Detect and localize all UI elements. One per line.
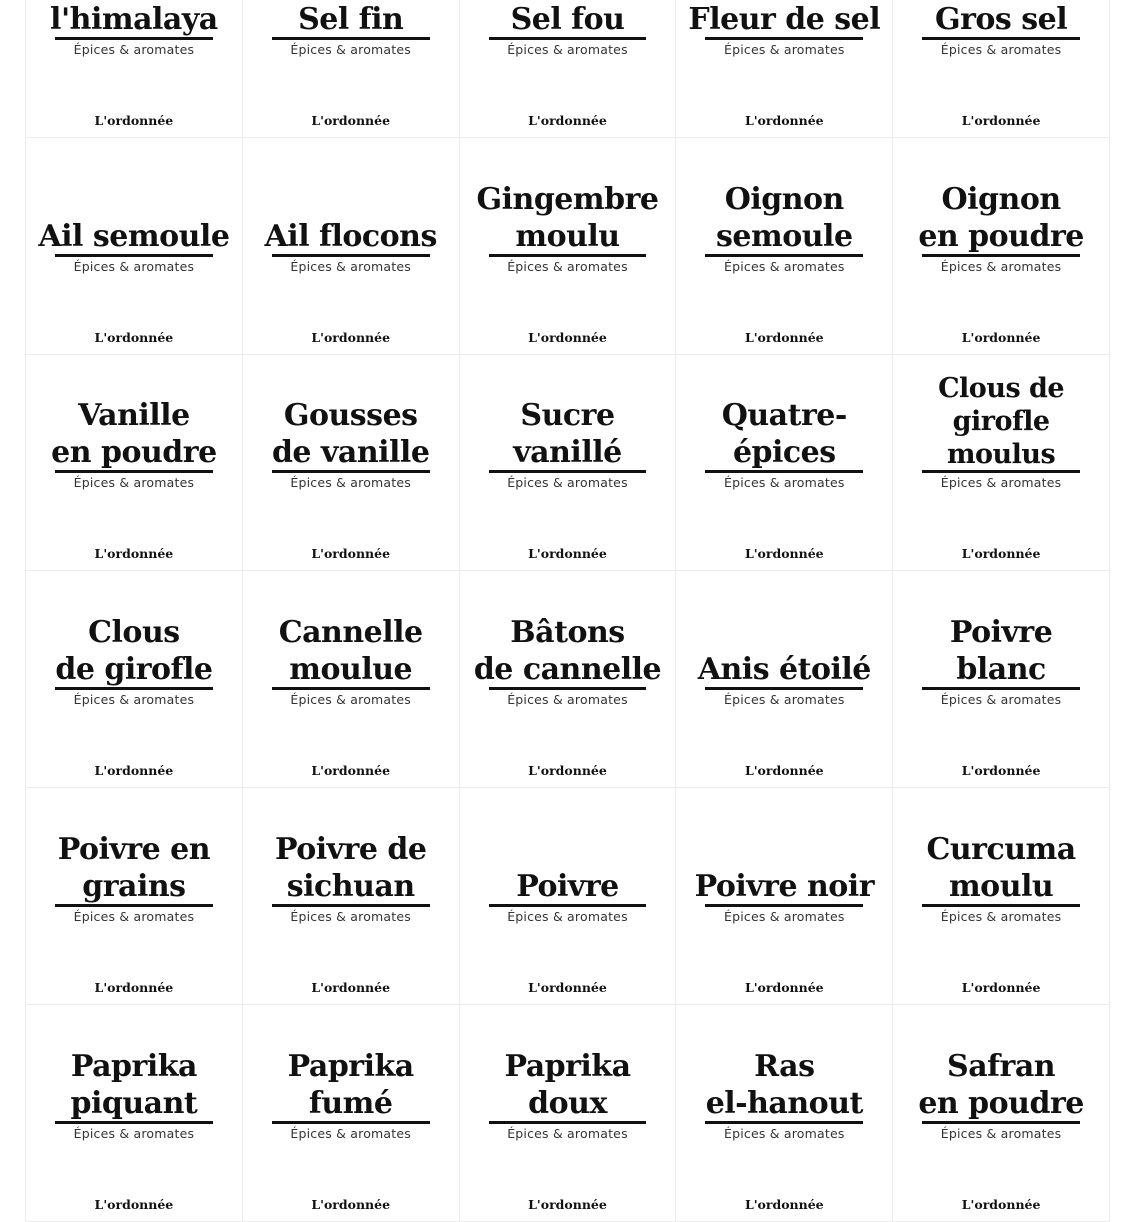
label-title-wrap (460, 614, 676, 688)
title-underline (922, 470, 1080, 473)
label-title-wrap (26, 1048, 242, 1122)
spice-name: Poivre en grains (57, 831, 211, 904)
spice-name: Sel fou (510, 1, 625, 37)
spice-name: l'himalaya (50, 1, 218, 37)
label-title-wrap (893, 831, 1109, 905)
category-subtitle: Épices & aromates (940, 1125, 1062, 1141)
spice-label (26, 1005, 243, 1222)
brand-name: L'ordonnée (528, 546, 607, 562)
brand-name: L'ordonnée (528, 763, 607, 779)
label-title-wrap (460, 181, 676, 255)
brand-name: L'ordonnée (961, 763, 1041, 779)
label-title-wrap (893, 614, 1109, 688)
label-title-wrap (243, 218, 459, 255)
category-subtitle: Épices & aromates (723, 475, 845, 491)
spice-name: Clous de girofle moulus (938, 373, 1065, 471)
category-subtitle: Épices & aromates (290, 475, 411, 491)
title-underline (55, 37, 213, 40)
spice-name: Ail flocons (264, 218, 437, 254)
spice-name: Anis étoilé (697, 652, 871, 688)
spice-name: Paprika piquant (70, 1048, 198, 1121)
spice-label (243, 788, 460, 1005)
spice-label (460, 571, 677, 788)
label-title-wrap (26, 397, 242, 471)
title-underline (705, 687, 863, 690)
title-underline (489, 904, 647, 907)
category-subtitle: Épices & aromates (723, 692, 845, 708)
spice-label (676, 788, 893, 1005)
spice-label (676, 1005, 893, 1222)
brand-name: L'ordonnée (94, 329, 174, 345)
spice-name: Oignon en poudre (918, 181, 1084, 254)
title-underline (55, 687, 213, 690)
category-subtitle: Épices & aromates (940, 908, 1062, 924)
title-underline (272, 254, 430, 257)
label-title-wrap (26, 0, 242, 38)
label-title-wrap (460, 868, 676, 905)
label-title-wrap (893, 1048, 1109, 1122)
spice-name: Clous de girofle (55, 615, 213, 688)
title-underline (272, 37, 430, 40)
spice-name: Vanille en poudre (51, 398, 217, 471)
title-underline (272, 470, 430, 473)
spice-label (676, 571, 893, 788)
brand-name: L'ordonnée (311, 329, 391, 345)
spice-label (460, 355, 677, 572)
title-underline (922, 904, 1080, 907)
title-underline (489, 37, 647, 40)
title-underline (705, 1121, 863, 1124)
spice-label (460, 788, 677, 1005)
title-underline (55, 1121, 213, 1124)
category-subtitle: Épices & aromates (73, 41, 195, 57)
title-underline (922, 1121, 1080, 1124)
category-subtitle: Épices & aromates (507, 258, 628, 274)
brand-name: L'ordonnée (744, 763, 824, 779)
brand-name: L'ordonnée (94, 112, 174, 128)
spice-label (676, 138, 893, 355)
spice-name: Sel fin (298, 1, 404, 37)
category-subtitle: Épices & aromates (73, 475, 195, 491)
label-title-wrap (676, 868, 892, 905)
brand-name: L'ordonnée (961, 979, 1041, 995)
spice-name: Poivre (516, 868, 619, 904)
label-title-wrap (893, 181, 1109, 255)
category-subtitle: Épices & aromates (723, 1125, 845, 1141)
brand-name: L'ordonnée (961, 546, 1041, 562)
title-underline (489, 470, 647, 473)
label-title-wrap (243, 1048, 459, 1122)
category-subtitle: Épices & aromates (940, 692, 1062, 708)
category-subtitle: Épices & aromates (290, 908, 411, 924)
brand-name: L'ordonnée (94, 979, 174, 995)
title-underline (55, 904, 213, 907)
category-subtitle: Épices & aromates (940, 258, 1062, 274)
spice-name: Gingembre moulu (476, 181, 659, 254)
label-title-wrap (26, 831, 242, 905)
label-title-wrap (460, 1048, 676, 1122)
spice-name: Poivre noir (694, 868, 875, 904)
brand-name: L'ordonnée (744, 979, 824, 995)
brand-name: L'ordonnée (311, 546, 391, 562)
label-title-wrap (676, 1048, 892, 1122)
label-title-wrap (676, 181, 892, 255)
spice-label (460, 1005, 677, 1222)
spice-label (26, 0, 243, 138)
spice-name: Gros sel (935, 1, 1068, 37)
spice-name: Sucre vanillé (513, 398, 622, 471)
brand-name: L'ordonnée (94, 546, 174, 562)
title-underline (55, 254, 213, 257)
spice-name: Paprika fumé (287, 1048, 414, 1121)
title-underline (922, 37, 1080, 40)
spice-label (460, 0, 677, 138)
category-subtitle: Épices & aromates (507, 1125, 628, 1141)
category-subtitle: Épices & aromates (723, 41, 845, 57)
spice-name: Poivre de sichuan (274, 831, 427, 904)
brand-name: L'ordonnée (744, 1196, 824, 1212)
category-subtitle: Épices & aromates (507, 41, 628, 57)
label-title-wrap (676, 1, 892, 38)
spice-label (893, 355, 1110, 572)
spice-label (676, 355, 893, 572)
brand-name: L'ordonnée (961, 329, 1041, 345)
category-subtitle: Épices & aromates (507, 475, 628, 491)
spice-name: Curcuma moulu (926, 831, 1076, 904)
spice-name: Poivre blanc (949, 615, 1053, 688)
label-title-wrap (676, 651, 892, 688)
brand-name: L'ordonnée (961, 112, 1041, 128)
spice-name: Safran en poudre (918, 1048, 1084, 1121)
title-underline (489, 254, 647, 257)
category-subtitle: Épices & aromates (723, 258, 845, 274)
brand-name: L'ordonnée (311, 763, 391, 779)
spice-name: Paprika doux (504, 1048, 631, 1121)
spice-label (243, 138, 460, 355)
label-title-wrap (893, 1, 1109, 38)
label-title-wrap (26, 614, 242, 688)
title-underline (922, 687, 1080, 690)
brand-name: L'ordonnée (961, 1196, 1041, 1212)
title-underline (705, 254, 863, 257)
label-title-wrap (243, 397, 459, 471)
category-subtitle: Épices & aromates (73, 692, 195, 708)
category-subtitle: Épices & aromates (940, 41, 1062, 57)
title-underline (705, 470, 863, 473)
brand-name: L'ordonnée (744, 546, 824, 562)
spice-name: Gousses de vanille (271, 398, 430, 471)
brand-name: L'ordonnée (528, 979, 607, 995)
spice-label (26, 571, 243, 788)
category-subtitle: Épices & aromates (507, 692, 628, 708)
brand-name: L'ordonnée (94, 763, 174, 779)
label-title-wrap (26, 218, 242, 255)
spice-label (26, 355, 243, 572)
spice-label (676, 0, 893, 138)
spice-label (893, 1005, 1110, 1222)
spice-label (26, 138, 243, 355)
brand-name: L'ordonnée (744, 329, 824, 345)
title-underline (489, 1121, 647, 1124)
label-title-wrap (893, 372, 1109, 471)
title-underline (705, 904, 863, 907)
spice-name: Ail semoule (38, 218, 230, 254)
brand-name: L'ordonnée (528, 329, 607, 345)
category-subtitle: Épices & aromates (723, 908, 845, 924)
brand-name: L'ordonnée (94, 1196, 174, 1212)
spice-label (243, 571, 460, 788)
label-title-wrap (676, 397, 892, 471)
spice-name: Cannelle moulue (278, 615, 423, 688)
spice-label (893, 0, 1110, 138)
spice-name: Ras el-hanout (705, 1048, 863, 1121)
label-title-wrap (243, 1, 459, 38)
category-subtitle: Épices & aromates (290, 1125, 411, 1141)
brand-name: L'ordonnée (528, 1196, 607, 1212)
brand-name: L'ordonnée (528, 112, 607, 128)
title-underline (922, 254, 1080, 257)
spice-label (243, 1005, 460, 1222)
category-subtitle: Épices & aromates (73, 908, 195, 924)
label-title-wrap (460, 397, 676, 471)
title-underline (489, 687, 647, 690)
title-underline (272, 904, 430, 907)
category-subtitle: Épices & aromates (290, 692, 411, 708)
label-title-wrap (460, 1, 676, 38)
brand-name: L'ordonnée (311, 1196, 391, 1212)
spice-label (243, 0, 460, 138)
title-underline (55, 470, 213, 473)
category-subtitle: Épices & aromates (73, 1125, 195, 1141)
title-underline (705, 37, 863, 40)
brand-name: L'ordonnée (311, 112, 391, 128)
category-subtitle: Épices & aromates (507, 908, 628, 924)
category-subtitle: Épices & aromates (290, 41, 411, 57)
category-subtitle: Épices & aromates (290, 258, 411, 274)
label-title-wrap (243, 831, 459, 905)
spice-label (893, 138, 1110, 355)
category-subtitle: Épices & aromates (73, 258, 195, 274)
spice-label (893, 788, 1110, 1005)
spice-name: Quatre- épices (721, 398, 847, 471)
category-subtitle: Épices & aromates (940, 475, 1062, 491)
spice-name: Fleur de sel (688, 1, 881, 37)
spice-label (893, 571, 1110, 788)
title-underline (272, 1121, 430, 1124)
title-underline (272, 687, 430, 690)
spice-label (460, 138, 677, 355)
spice-name: Oignon semoule (716, 181, 853, 254)
brand-name: L'ordonnée (311, 979, 391, 995)
brand-name: L'ordonnée (744, 112, 824, 128)
label-sheet (25, 0, 1110, 1222)
label-title-wrap (243, 614, 459, 688)
spice-label (26, 788, 243, 1005)
spice-name: Bâtons de cannelle (473, 615, 662, 688)
spice-label (243, 355, 460, 572)
